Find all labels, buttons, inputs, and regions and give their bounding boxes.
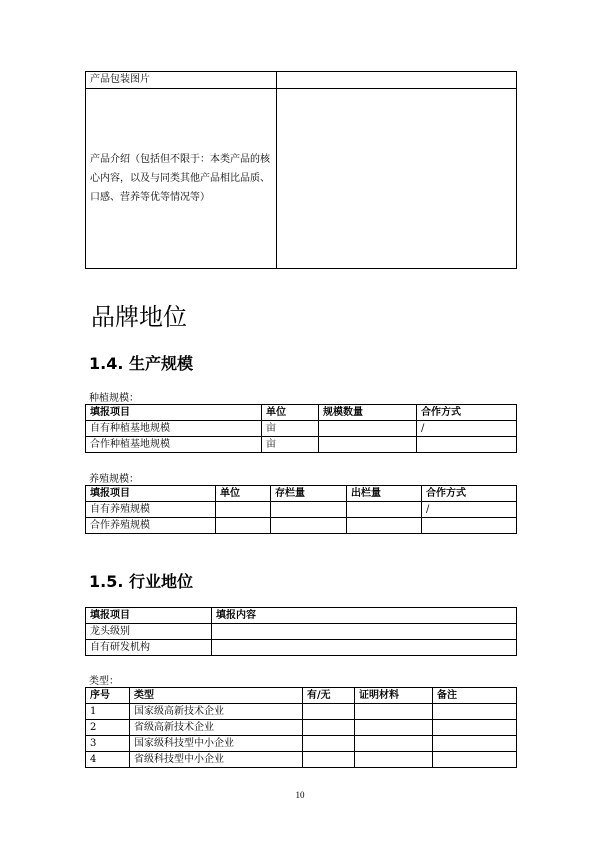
cell-input[interactable] <box>355 736 433 752</box>
cell: 亩 <box>262 421 319 437</box>
planting-header-item: 填报项目 <box>86 405 262 421</box>
cell: 1 <box>86 704 130 720</box>
cell: 2 <box>86 720 130 736</box>
cell-input[interactable] <box>347 502 422 518</box>
heading-production-scale: 1.4. 生产规模 <box>89 354 193 373</box>
cell-input[interactable] <box>319 437 417 453</box>
page-number: 10 <box>295 790 305 800</box>
cell: 合作养殖规模 <box>86 518 216 534</box>
cell-input[interactable] <box>433 704 517 720</box>
planting-table <box>85 404 517 453</box>
cell-input[interactable] <box>433 720 517 736</box>
cell-input[interactable] <box>212 624 517 640</box>
breeding-header-coop: 合作方式 <box>422 486 517 502</box>
cell-input[interactable] <box>433 736 517 752</box>
cell-input[interactable] <box>303 752 355 768</box>
cell-input[interactable] <box>216 502 271 518</box>
cell-input[interactable] <box>417 437 517 453</box>
cell-input[interactable] <box>303 704 355 720</box>
types-header-type: 类型 <box>130 688 303 704</box>
cell-input[interactable] <box>319 421 417 437</box>
cell: 合作种植基地规模 <box>86 437 262 453</box>
cell: 3 <box>86 736 130 752</box>
types-header-remark: 备注 <box>433 688 517 704</box>
cell: 国家级科技型中小企业 <box>130 736 303 752</box>
cell-input[interactable] <box>347 518 422 534</box>
industry-header-content: 填报内容 <box>212 608 517 624</box>
product-packaging-label: 产品包装图片 <box>86 72 277 89</box>
types-header-proof: 证明材料 <box>355 688 433 704</box>
table-row <box>86 624 517 640</box>
planting-header-quantity: 规模数量 <box>319 405 417 421</box>
cell-input[interactable] <box>303 736 355 752</box>
product-intro-value[interactable] <box>277 89 517 269</box>
industry-header-item: 填报项目 <box>86 608 212 624</box>
cell: 龙头级别 <box>86 624 212 640</box>
types-table <box>85 687 517 768</box>
product-table <box>85 71 517 269</box>
breeding-header-unit: 单位 <box>216 486 271 502</box>
table-row <box>86 640 517 656</box>
product-packaging-value[interactable] <box>277 72 517 89</box>
table-row <box>86 736 517 752</box>
cell-input[interactable] <box>355 704 433 720</box>
cell: 国家级高新技术企业 <box>130 704 303 720</box>
cell: 自有研发机构 <box>86 640 212 656</box>
cell: 自有种植基地规模 <box>86 421 262 437</box>
table-row <box>86 752 517 768</box>
cell: / <box>422 502 517 518</box>
breeding-header-stock: 存栏量 <box>271 486 347 502</box>
cell-input[interactable] <box>422 518 517 534</box>
types-header-has: 有/无 <box>303 688 355 704</box>
cell-input[interactable] <box>212 640 517 656</box>
cell: 4 <box>86 752 130 768</box>
cell: 省级科技型中小企业 <box>130 752 303 768</box>
types-caption: 类型： <box>89 676 119 687</box>
planting-header-unit: 单位 <box>262 405 319 421</box>
table-row <box>86 502 517 518</box>
cell: / <box>417 421 517 437</box>
cell-input[interactable] <box>355 752 433 768</box>
section-title: 品牌地位 <box>91 303 187 331</box>
breeding-table <box>85 485 517 534</box>
table-row <box>86 437 517 453</box>
table-row <box>86 720 517 736</box>
table-row <box>86 518 517 534</box>
table-row <box>86 421 517 437</box>
table-row <box>86 704 517 720</box>
cell-input[interactable] <box>271 502 347 518</box>
cell: 自有养殖规模 <box>86 502 216 518</box>
cell-input[interactable] <box>355 720 433 736</box>
cell-input[interactable] <box>271 518 347 534</box>
planting-header-coop: 合作方式 <box>417 405 517 421</box>
planting-caption: 种植规模： <box>89 393 139 404</box>
heading-industry-position: 1.5. 行业地位 <box>89 572 193 591</box>
cell-input[interactable] <box>216 518 271 534</box>
breeding-header-item: 填报项目 <box>86 486 216 502</box>
types-header-no: 序号 <box>86 688 130 704</box>
cell-input[interactable] <box>433 752 517 768</box>
cell-input[interactable] <box>303 720 355 736</box>
product-intro-label: 产品介绍（包括但不限于：本类产品的核心内容，以及与同类其他产品相比品质、口感、营养等优等情况等） <box>86 89 277 269</box>
industry-table <box>85 607 517 656</box>
breeding-header-output: 出栏量 <box>347 486 422 502</box>
cell: 亩 <box>262 437 319 453</box>
cell: 省级高新技术企业 <box>130 720 303 736</box>
breeding-caption: 养殖规模： <box>89 474 139 485</box>
